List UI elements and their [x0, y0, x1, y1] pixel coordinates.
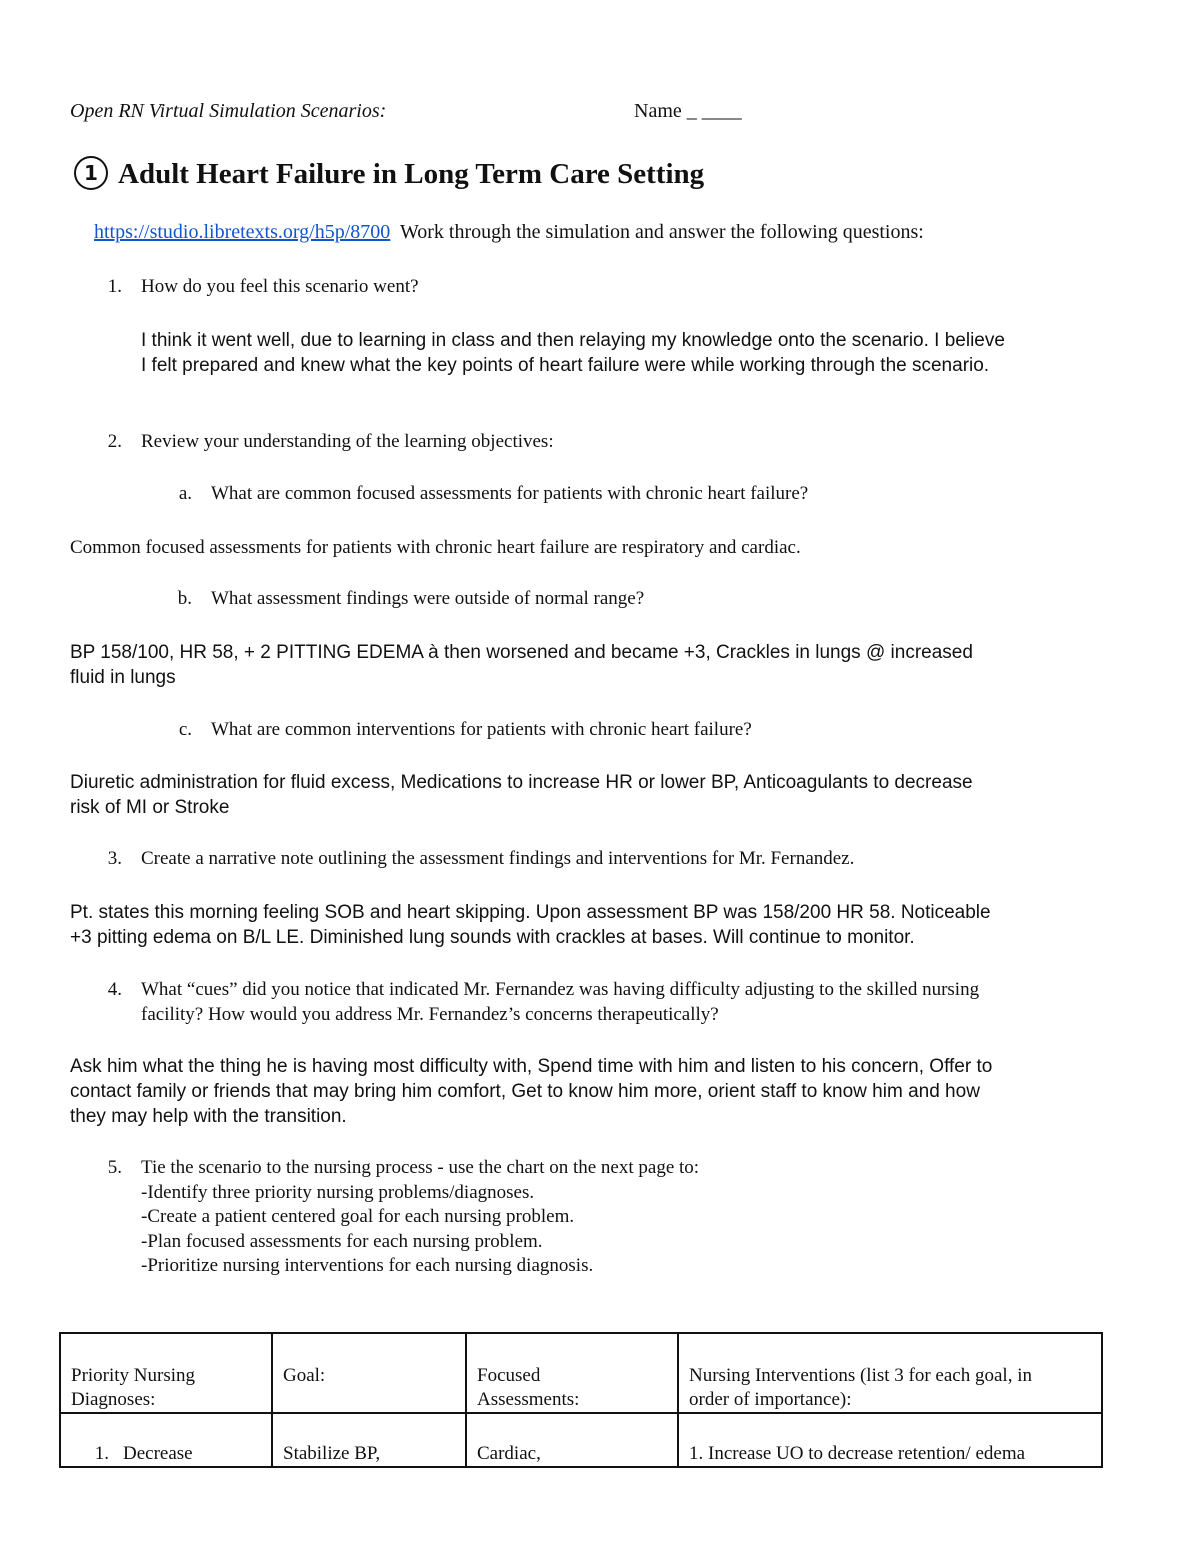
header-cell-line: Focused — [477, 1365, 541, 1386]
cell-goal: Stabilize BP, — [272, 1413, 466, 1467]
nursing-process-table — [59, 1332, 1103, 1468]
answer-2a: Common focused assessments for patients with chronic heart failure are respiratory and cardiac. — [70, 537, 801, 558]
question-2c-text: What are common interventions for patients with chronic heart failure? — [211, 719, 752, 740]
header-cell-line: Priority Nursing — [71, 1365, 196, 1386]
question-5-number: 5. — [107, 1157, 122, 1178]
answer-2b — [70, 640, 973, 690]
header-goal — [272, 1333, 466, 1413]
header-cell-line: Nursing Interventions (list 3 for each goal, in — [689, 1365, 1032, 1386]
header-cell-line: Goal: — [283, 1365, 326, 1386]
cell-intervention: 1. Increase UO to decrease retention/ edema — [678, 1413, 1102, 1467]
circled-number-badge: 1 — [74, 156, 108, 190]
answer-4 — [70, 1054, 992, 1129]
question-2-text: Review your understanding of the learning objectives: — [141, 431, 554, 452]
question-5-line-5: -Prioritize nursing interventions for each nursing diagnosis. — [141, 1255, 594, 1276]
question-5-line-2: -Identify three priority nursing problems/diagnoses. — [141, 1181, 535, 1203]
answer-1 — [141, 328, 1005, 378]
header-cell-line: order of importance): — [689, 1389, 852, 1410]
answer-1-line-2: I felt prepared and knew what the key points of heart failure were while working through the scenario. — [141, 355, 990, 376]
answer-3-line-1: Pt. states this morning feeling SOB and heart skipping. Upon assessment BP was 158/200 HR 58. Noticeable — [70, 902, 991, 923]
question-2b-letter: b. — [177, 588, 192, 609]
answer-4-line-2: contact family or friends that may bring him comfort, Get to know him more, orient staff to know him and how — [70, 1081, 980, 1102]
question-2a-letter: a. — [178, 483, 192, 504]
simulation-series-label: Open RN Virtual Simulation Scenarios: — [70, 100, 387, 122]
answer-4-line-3: they may help with the transition. — [70, 1106, 347, 1127]
question-5-text — [141, 1156, 699, 1279]
question-2-number: 2. — [107, 431, 122, 452]
header-priority-diagnoses — [60, 1333, 272, 1413]
header-focused-assessments — [466, 1333, 678, 1413]
question-2c-letter: c. — [178, 719, 192, 740]
name-field-label: Name _ ____ — [634, 100, 742, 122]
cell-assessment: Cardiac, — [466, 1413, 678, 1467]
question-4-line-2: facility? How would you address Mr. Fernandez’s concerns therapeutically? — [141, 1004, 719, 1025]
table-row — [60, 1413, 1102, 1467]
header-cell-line: Diagnoses: — [71, 1389, 156, 1410]
header-nursing-interventions — [678, 1333, 1102, 1413]
answer-2b-line-2: fluid in lungs — [70, 667, 176, 688]
row-number: 1. — [94, 1443, 109, 1464]
page-title — [74, 156, 704, 191]
answer-2c-line-2: risk of MI or Stroke — [70, 797, 230, 818]
question-1-text: How do you feel this scenario went? — [141, 276, 419, 297]
question-2b-text: What assessment findings were outside of normal range? — [211, 588, 645, 609]
question-4-number: 4. — [107, 979, 122, 1000]
answer-2c-line-1: Diuretic administration for fluid excess, Medications to increase HR or lower BP, Anticoagulants to decrease — [70, 772, 973, 793]
cell-diagnosis — [60, 1413, 272, 1467]
simulation-link[interactable]: https://studio.libretexts.org/h5p/8700 — [94, 221, 391, 243]
question-5-line-1: Tie the scenario to the nursing process - use the chart on the next page to: — [141, 1157, 700, 1178]
answer-2b-line-1: BP 158/100, HR 58, + 2 PITTING EDEMA à then worsened and became +3, Crackles in lungs @ increased — [70, 642, 973, 663]
question-5-line-4: -Plan focused assessments for each nursing problem. — [141, 1230, 543, 1252]
question-5-line-3: -Create a patient centered goal for each nursing problem. — [141, 1206, 575, 1227]
answer-3-line-2: +3 pitting edema on B/L LE. Diminished lung sounds with crackles at bases. Will continue to monitor. — [70, 927, 915, 948]
answer-4-line-1: Ask him what the thing he is having most difficulty with, Spend time with him and listen to his concern, Offer to — [70, 1056, 993, 1077]
question-4-text — [141, 977, 979, 1027]
intro-text: Work through the simulation and answer the following questions: — [399, 221, 924, 243]
table-header-row — [60, 1333, 1102, 1413]
diagnosis-text: Decrease — [123, 1443, 193, 1464]
question-3-text: Create a narrative note outlining the assessment findings and interventions for Mr. Fernandez. — [141, 848, 855, 869]
answer-3 — [70, 900, 991, 950]
answer-2c — [70, 770, 973, 820]
question-2a-text: What are common focused assessments for patients with chronic heart failure? — [211, 483, 809, 504]
question-3-number: 3. — [107, 848, 122, 869]
question-1-number: 1. — [107, 276, 122, 297]
header-cell-line: Assessments: — [477, 1389, 580, 1410]
answer-1-line-1: I think it went well, due to learning in class and then relaying my knowledge onto the scenario. I believe — [141, 330, 1005, 351]
question-4-line-1: What “cues” did you notice that indicated Mr. Fernandez was having difficulty adjusting to the skilled nursing — [141, 979, 980, 1000]
page-title-text: Adult Heart Failure in Long Term Care Setting — [118, 158, 705, 190]
intro-line — [94, 221, 924, 244]
